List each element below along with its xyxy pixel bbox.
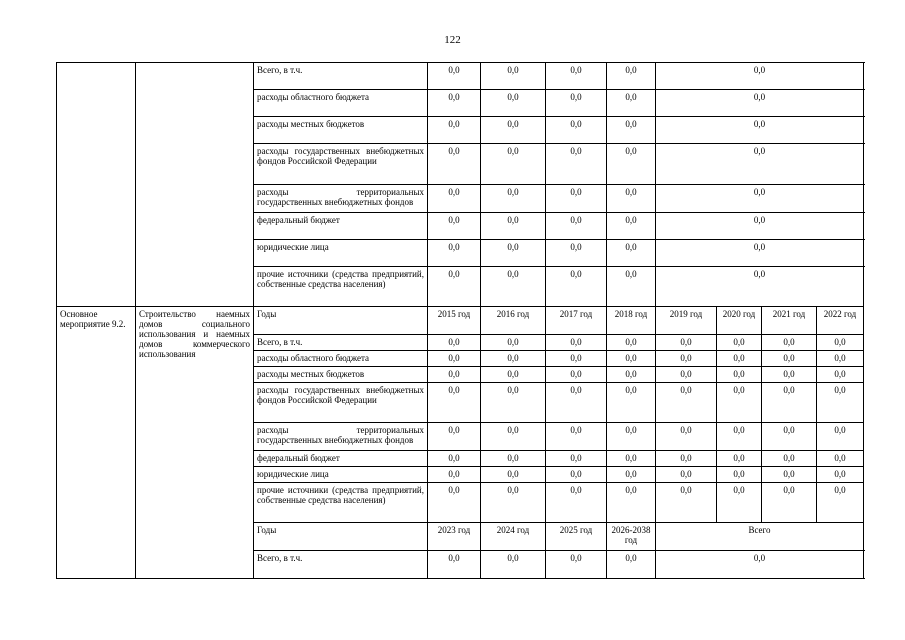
year-header: 2019 год: [656, 307, 717, 335]
value-cell: 0,0: [607, 213, 656, 240]
value-cell: 0,0: [481, 144, 546, 185]
source-label: расходы местных бюджетов: [254, 117, 428, 144]
source-label: Всего, в т.ч.: [254, 335, 428, 351]
value-cell: 0,0: [717, 351, 762, 367]
measure-name-cell-empty: [57, 63, 136, 307]
value-cell: 0,0: [428, 351, 481, 367]
value-cell: 0,0: [762, 467, 817, 483]
value-cell: 0,0: [762, 423, 817, 451]
value-cell: 0,0: [546, 483, 607, 523]
year-header: 2016 год: [481, 307, 546, 335]
value-cell: 0,0: [817, 335, 864, 351]
value-cell: 0,0: [762, 483, 817, 523]
year-header: 2015 год: [428, 307, 481, 335]
value-cell: 0,0: [428, 213, 481, 240]
value-cell: 0,0: [656, 467, 717, 483]
value-cell: 0,0: [762, 351, 817, 367]
value-cell: 0,0: [428, 63, 481, 90]
value-cell: 0,0: [656, 367, 717, 383]
value-cell: 0,0: [481, 240, 546, 267]
year-header: 2025 год: [546, 523, 607, 551]
total-value-cell: 0,0: [656, 63, 864, 90]
source-label: расходы территориальных государственных внебюджетных фондов: [254, 185, 428, 213]
year-header: 2026-2038 год: [607, 523, 656, 551]
value-cell: 0,0: [428, 551, 481, 579]
value-cell: 0,0: [481, 483, 546, 523]
total-value-cell: 0,0: [656, 90, 864, 117]
value-cell: 0,0: [546, 240, 607, 267]
value-cell: 0,0: [607, 367, 656, 383]
value-cell: 0,0: [546, 467, 607, 483]
year-header: 2021 год: [762, 307, 817, 335]
value-cell: 0,0: [546, 185, 607, 213]
years-label: Годы: [254, 523, 428, 551]
source-label: расходы государственных внебюджетных фондов Российской Федерации: [254, 383, 428, 423]
total-value-cell: 0,0: [656, 213, 864, 240]
source-label: Всего, в т.ч.: [254, 63, 428, 90]
value-cell: 0,0: [717, 383, 762, 423]
year-header: 2020 год: [717, 307, 762, 335]
measure-description: Строительство наемных домов социального использования и наемных домов коммерческого использования: [136, 307, 254, 579]
value-cell: 0,0: [481, 335, 546, 351]
year-header: 2023 год: [428, 523, 481, 551]
value-cell: 0,0: [481, 90, 546, 117]
value-cell: 0,0: [546, 551, 607, 579]
value-cell: 0,0: [817, 467, 864, 483]
value-cell: 0,0: [481, 451, 546, 467]
source-label: расходы областного бюджета: [254, 351, 428, 367]
value-cell: 0,0: [546, 423, 607, 451]
value-cell: 0,0: [656, 451, 717, 467]
value-cell: 0,0: [607, 267, 656, 307]
value-cell: 0,0: [546, 63, 607, 90]
source-label: юридические лица: [254, 467, 428, 483]
year-header: 2017 год: [546, 307, 607, 335]
value-cell: 0,0: [656, 423, 717, 451]
value-cell: 0,0: [817, 423, 864, 451]
value-cell: 0,0: [428, 240, 481, 267]
value-cell: 0,0: [546, 451, 607, 467]
years-header-row: [57, 307, 864, 335]
value-cell: 0,0: [607, 335, 656, 351]
value-cell: 0,0: [656, 351, 717, 367]
value-cell: 0,0: [428, 451, 481, 467]
value-cell: 0,0: [717, 335, 762, 351]
value-cell: 0,0: [481, 551, 546, 579]
value-cell: 0,0: [817, 383, 864, 423]
source-label: федеральный бюджет: [254, 213, 428, 240]
value-cell: 0,0: [656, 483, 717, 523]
years-label: Годы: [254, 307, 428, 335]
value-cell: 0,0: [428, 117, 481, 144]
value-cell: 0,0: [428, 90, 481, 117]
source-label: прочие источники (средства предприятий, собственные средства населения): [254, 483, 428, 523]
source-label: расходы местных бюджетов: [254, 367, 428, 383]
source-label: расходы территориальных государственных внебюджетных фондов: [254, 423, 428, 451]
value-cell: 0,0: [428, 267, 481, 307]
value-cell: 0,0: [481, 467, 546, 483]
value-cell: 0,0: [607, 90, 656, 117]
value-cell: 0,0: [481, 351, 546, 367]
total-value-cell: 0,0: [656, 267, 864, 307]
total-value-cell: 0,0: [656, 240, 864, 267]
value-cell: 0,0: [481, 367, 546, 383]
value-cell: 0,0: [428, 367, 481, 383]
value-cell: 0,0: [607, 117, 656, 144]
value-cell: 0,0: [607, 240, 656, 267]
total-value-cell: 0,0: [656, 551, 864, 579]
value-cell: 0,0: [817, 351, 864, 367]
value-cell: 0,0: [546, 351, 607, 367]
value-cell: 0,0: [428, 144, 481, 185]
value-cell: 0,0: [607, 351, 656, 367]
value-cell: 0,0: [481, 267, 546, 307]
value-cell: 0,0: [607, 144, 656, 185]
value-cell: 0,0: [481, 63, 546, 90]
value-cell: 0,0: [428, 335, 481, 351]
value-cell: 0,0: [428, 185, 481, 213]
value-cell: 0,0: [607, 423, 656, 451]
source-label: юридические лица: [254, 240, 428, 267]
value-cell: 0,0: [428, 467, 481, 483]
value-cell: 0,0: [656, 383, 717, 423]
year-header: 2018 год: [607, 307, 656, 335]
value-cell: 0,0: [717, 423, 762, 451]
value-cell: 0,0: [607, 551, 656, 579]
measure-description-cell-empty: [136, 63, 254, 307]
value-cell: 0,0: [546, 213, 607, 240]
year-header: 2024 год: [481, 523, 546, 551]
measure-name: Основное мероприятие 9.2.: [57, 307, 136, 579]
value-cell: 0,0: [717, 367, 762, 383]
value-cell: 0,0: [607, 185, 656, 213]
total-value-cell: 0,0: [656, 144, 864, 185]
funding-table: [56, 62, 864, 579]
value-cell: 0,0: [428, 383, 481, 423]
year-header: 2022 год: [817, 307, 864, 335]
value-cell: 0,0: [546, 335, 607, 351]
total-value-cell: 0,0: [656, 185, 864, 213]
value-cell: 0,0: [762, 383, 817, 423]
value-cell: 0,0: [717, 451, 762, 467]
value-cell: 0,0: [481, 185, 546, 213]
value-cell: 0,0: [546, 117, 607, 144]
value-cell: 0,0: [607, 467, 656, 483]
value-cell: 0,0: [607, 451, 656, 467]
value-cell: 0,0: [546, 267, 607, 307]
value-cell: 0,0: [607, 383, 656, 423]
value-cell: 0,0: [762, 451, 817, 467]
table-row: [57, 63, 864, 90]
total-value-cell: 0,0: [656, 117, 864, 144]
value-cell: 0,0: [428, 483, 481, 523]
value-cell: 0,0: [762, 335, 817, 351]
value-cell: 0,0: [656, 335, 717, 351]
page-number: 122: [444, 34, 461, 46]
value-cell: 0,0: [481, 213, 546, 240]
value-cell: 0,0: [481, 383, 546, 423]
value-cell: 0,0: [607, 63, 656, 90]
value-cell: 0,0: [717, 483, 762, 523]
value-cell: 0,0: [607, 483, 656, 523]
value-cell: 0,0: [817, 451, 864, 467]
value-cell: 0,0: [546, 90, 607, 117]
source-label: расходы государственных внебюджетных фондов Российской Федерации: [254, 144, 428, 185]
value-cell: 0,0: [762, 367, 817, 383]
value-cell: 0,0: [546, 367, 607, 383]
value-cell: 0,0: [817, 483, 864, 523]
value-cell: 0,0: [481, 117, 546, 144]
value-cell: 0,0: [817, 367, 864, 383]
value-cell: 0,0: [428, 423, 481, 451]
source-label: прочие источники (средства предприятий, собственные средства населения): [254, 267, 428, 307]
value-cell: 0,0: [546, 144, 607, 185]
source-label: расходы областного бюджета: [254, 90, 428, 117]
source-label: Всего, в т.ч.: [254, 551, 428, 579]
source-label: федеральный бюджет: [254, 451, 428, 467]
value-cell: 0,0: [546, 383, 607, 423]
value-cell: 0,0: [481, 423, 546, 451]
total-header: Всего: [656, 523, 864, 551]
value-cell: 0,0: [717, 467, 762, 483]
